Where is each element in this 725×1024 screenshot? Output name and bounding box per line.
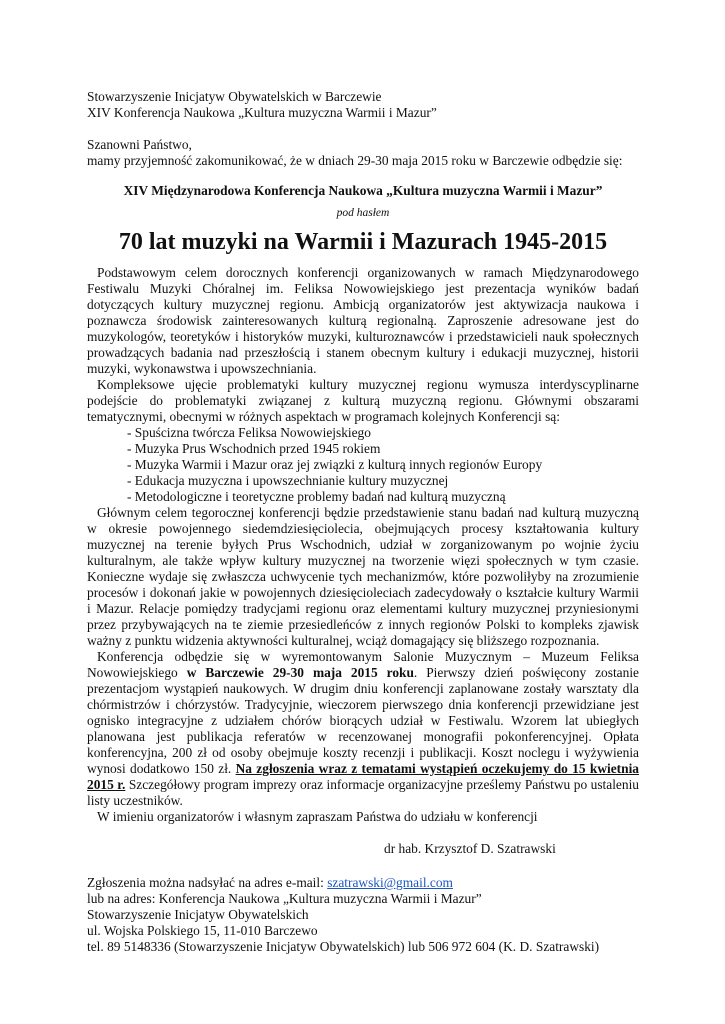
address-line: lub na adres: Konferencja Naukowa „Kultura muzyczna Warmii i Mazur” bbox=[87, 891, 482, 906]
phone-line: tel. 89 5148336 (Stowarzyszenie Inicjatyw Obywatelskich) lub 506 972 604 (K. D. Szatrawski) bbox=[87, 939, 600, 954]
logistics-text-start: Konferencja odbędzie się w wyremontowanym Salonie Muzycznym – Muzeum Feliksa Nowowiejskiego bbox=[87, 649, 639, 680]
salutation: Szanowni Państwo, bbox=[87, 137, 192, 152]
address-line: ul. Wojska Polskiego 15, 11-010 Barczewo bbox=[87, 923, 318, 938]
contact-block bbox=[87, 875, 639, 955]
logistics-date: w Barczewie 29-30 maja 2015 roku bbox=[186, 665, 414, 680]
motto-label: pod hasłem bbox=[336, 207, 390, 219]
list-item: - Spuścizna twórcza Feliksa Nowowiejskiego bbox=[127, 425, 371, 440]
signature: dr hab. Krzysztof D. Szatrawski bbox=[384, 841, 556, 856]
paragraph-logistics bbox=[87, 649, 639, 809]
conference-title: XIV Międzynarodowa Konferencja Naukowa „Kultura muzyczna Warmii i Mazur” bbox=[123, 183, 603, 198]
greeting bbox=[87, 137, 639, 169]
list-item: - Metodologiczne i teoretyczne problemy badań nad kulturą muzyczną bbox=[127, 489, 506, 504]
paragraph-main-goal: Głównym celem tegorocznej konferencji będzie przedstawienie stanu badań nad kulturą muzyczną w okresie powojennego siedemdziesięciolecia, obejmujących procesy kształtowania kultury muzycznej na terenie byłych Prus Wschodnich, udział w zorganizowanym po wojnie życiu kulturalnym, ale także wpływ kultury muzycznej na tworzenie więzi społecznych w tym czasie. Konieczne wydaje się zwłaszcza uchwycenie tych mechanizmów, które pozwoliłyby na zrozumienie procesów i dokonań jakie w powojennych dziesięcioleciach zadecydowały o kształcie kultury Warmii i Mazur. Relacje pomiędzy tradycjami regionu oraz elementami kultury muzycznej przyniesionymi przez przybywających na te ziemie przesiedleńców z innych regionów Polski to kompleks zjawisk ważny z punktu widzenia aktywności kulturalnej, wciąż domagający się bliższego rozpoznania. bbox=[87, 505, 639, 648]
paragraph-invitation: W imieniu organizatorów i własnym zapraszam Państwa do udziału w konferencji bbox=[97, 809, 538, 824]
logistics-text-end: Szczegółowy program imprezy oraz informacje organizacyjne prześlemy Państwu po ustaleniu listy uczestników. bbox=[87, 777, 639, 808]
list-item: - Edukacja muzyczna i upowszechnianie kultury muzycznej bbox=[127, 473, 449, 488]
organization-name: Stowarzyszenie Inicjatyw Obywatelskich w Barczewie bbox=[87, 89, 382, 104]
intro-text: mamy przyjemność zakomunikować, że w dniach 29-30 maja 2015 roku w Barczewie odbędzie się: bbox=[87, 153, 623, 168]
topics-list bbox=[87, 425, 639, 505]
email-line bbox=[87, 875, 639, 891]
letter-page bbox=[87, 89, 639, 955]
address-line: Stowarzyszenie Inicjatyw Obywatelskich bbox=[87, 907, 309, 922]
list-item: - Muzyka Prus Wschodnich przed 1945 rokiem bbox=[127, 441, 381, 456]
letter-header bbox=[87, 89, 639, 121]
paragraph-goals: Podstawowym celem dorocznych konferencji organizowanych w ramach Międzynarodowego Festiwalu Muzyki Chóralnej im. Feliksa Nowowiejskiego jest prezentacja wyników badań dotyczących kultury muzycznej regionu. Ambicją organizatorów jest aktywizacja naukowa i poznawcza środowisk zainteresowanych kulturą regionalną. Zaproszenie adresowane jest do muzykologów, teoretyków i historyków muzyki, kulturoznawców i przedstawicieli nauk społecznych prowadzących badania nad przeszłością i stanem obecnym kultury i edukacji muzycznej, historii muzyki, wykonawstwa i upowszechniania. bbox=[87, 265, 639, 376]
paragraph-topics-intro: Kompleksowe ujęcie problematyki kultury muzycznej regionu wymusza interdyscyplinarne podejście do problematyki związanej z kulturą muzyczną regionu. Głównymi obszarami tematycznymi, obecnymi w różnych aspektach w programach kolejnych Konferencji są: bbox=[87, 377, 639, 424]
email-link[interactable]: szatrawski@gmail.com bbox=[327, 875, 453, 890]
list-item: - Muzyka Warmii i Mazur oraz jej związki z kulturą innych regionów Europy bbox=[127, 457, 543, 472]
logistics-text-mid: . Pierwszy dzień poświęcony zostanie prezentacjom wystąpień naukowych. W drugim dniu konferencji zaplanowane zostały warsztaty dla chórmistrzów i chórzystów. Tradycyjnie, wieczorem pierwszego dnia konferencji przewidziane jest ognisko integracyjne z udziałem chórów biorących udział w Festiwalu. Wzorem lat ubiegłych planowana jest publikacja referatów w recenzowanej monografii pokonferencyjnej. Opłata konferencyjna, 200 zł od osoby obejmuje koszty recenzji i publikacji. Koszt noclegu i wyżywienia wynosi dodatkowo 150 zł. bbox=[87, 665, 639, 776]
submission-deadline: Na zgłoszenia wraz z tematami wystąpień oczekujemy do 15 kwietnia 2015 r. bbox=[87, 761, 640, 792]
email-prefix: Zgłoszenia można nadsyłać na adres e-mail: bbox=[87, 875, 328, 890]
conference-name: XIV Konferencja Naukowa „Kultura muzyczna Warmii i Mazur” bbox=[87, 105, 437, 120]
main-title: 70 lat muzyki na Warmii i Mazurach 1945-2015 bbox=[118, 229, 608, 255]
